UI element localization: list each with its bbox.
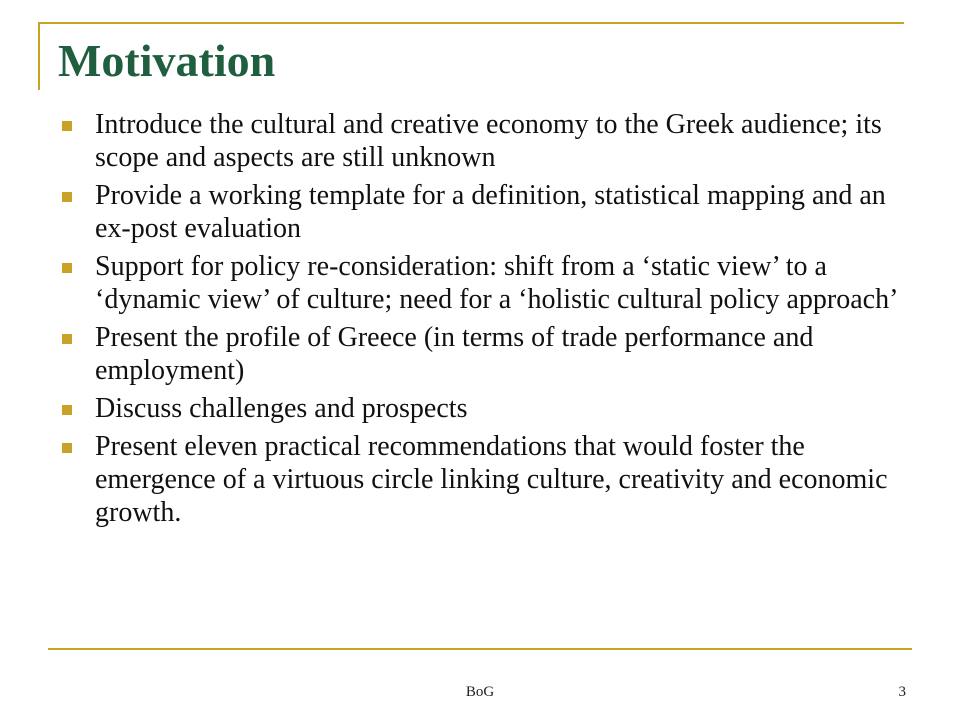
bullet-item <box>62 430 912 529</box>
footer-divider <box>48 648 912 650</box>
bullet-text: Provide a working template for a definition, statistical mapping and an ex-post evaluation <box>95 180 886 244</box>
bullet-text: Present eleven practical recommendations that would foster the emergence of a virtuous circle linking culture, creativity and economic growth. <box>95 431 888 528</box>
bullet-text: Support for policy re-consideration: shift from a ‘static view’ to a ‘dynamic view’ of culture; need for a ‘holistic cultural policy approach’ <box>95 251 899 315</box>
square-bullet-icon <box>62 443 72 453</box>
bullet-text: Discuss challenges and prospects <box>95 393 468 424</box>
square-bullet-icon <box>62 334 72 344</box>
left-decorative-rule <box>38 22 40 90</box>
bullet-item <box>62 108 912 174</box>
footer-label: BoG <box>465 684 495 700</box>
square-bullet-icon <box>62 121 72 131</box>
square-bullet-icon <box>62 405 72 415</box>
bullet-item <box>62 250 912 316</box>
bullet-list <box>62 108 912 534</box>
bullet-item <box>62 392 912 425</box>
bullet-text: Present the profile of Greece (in terms of trade performance and employment) <box>95 322 814 386</box>
slide-title: Motivation <box>58 35 276 86</box>
square-bullet-icon <box>62 263 72 273</box>
bullet-item <box>62 179 912 245</box>
bullet-text: Introduce the cultural and creative economy to the Greek audience; its scope and aspects are still unknown <box>95 109 882 173</box>
square-bullet-icon <box>62 192 72 202</box>
top-decorative-rule <box>38 22 904 24</box>
bullet-item <box>62 321 912 387</box>
page-number: 3 <box>898 684 906 700</box>
